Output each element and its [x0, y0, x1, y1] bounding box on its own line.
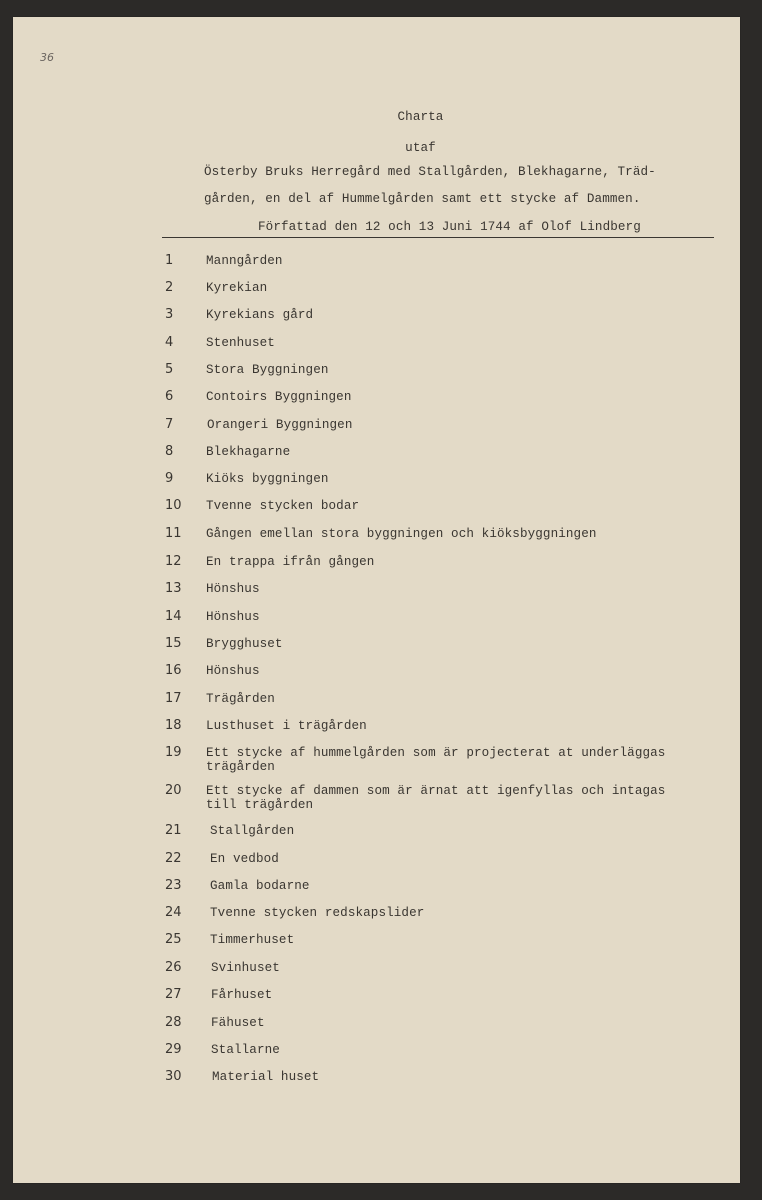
legend-item-number: 5	[165, 362, 174, 377]
legend-item-number: 10	[165, 498, 182, 513]
legend-item-number: 22	[165, 851, 182, 866]
legend-item-label: Brygghuset	[206, 637, 283, 651]
legend-item-label: Kyrekians gård	[206, 308, 314, 322]
legend-item-label: Stallgården	[210, 824, 295, 838]
legend-item-number: 18	[165, 718, 182, 733]
legend-item-label: Tvenne stycken redskapslider	[210, 906, 425, 920]
legend-item-number: 3	[165, 307, 174, 322]
legend-item-number: 9	[165, 471, 174, 486]
description-line-1: Österby Bruks Herregård med Stallgården, Blekhagarne, Träd-	[204, 165, 656, 179]
legend-item-label: Gamla bodarne	[210, 879, 310, 893]
legend-item-number: 6	[165, 389, 174, 404]
legend-item-number: 16	[165, 663, 182, 678]
legend-item-label: Hönshus	[206, 664, 260, 678]
legend-item-label: Ett stycke af hummelgården som är projecterat at underläggas trägården	[206, 746, 666, 774]
legend-item-label: Hönshus	[206, 610, 260, 624]
legend-item-label: Trägården	[206, 692, 275, 706]
document-page	[13, 17, 740, 1183]
legend-item-number: 28	[165, 1015, 182, 1030]
legend-item-number: 27	[165, 987, 182, 1002]
legend-item-label: Svinhuset	[211, 961, 280, 975]
legend-item-number: 8	[165, 444, 174, 459]
legend-item-number: 12	[165, 554, 182, 569]
legend-item-label: Timmerhuset	[210, 933, 295, 947]
legend-item-label: Stallarne	[211, 1043, 280, 1057]
legend-item-label: Hönshus	[206, 582, 260, 596]
legend-item-number: 2	[165, 280, 174, 295]
header-underline	[162, 237, 714, 239]
document-subtitle: utaf	[405, 141, 436, 155]
legend-item-number: 23	[165, 878, 182, 893]
legend-item-number: 4	[165, 335, 174, 350]
legend-item-number: 15	[165, 636, 182, 651]
legend-item-number: 11	[165, 526, 182, 541]
description-line-2: gården, en del af Hummelgården samt ett stycke af Dammen.	[204, 192, 641, 206]
page-number: 36	[40, 51, 54, 64]
legend-item-label: Ett stycke af dammen som är ärnat att igenfyllas och intagas till trägården	[206, 784, 666, 812]
legend-item-number: 7	[165, 417, 174, 432]
author-line: Författad den 12 och 13 Juni 1744 af Olof Lindberg	[258, 220, 641, 234]
legend-item-label: Orangeri Byggningen	[207, 418, 353, 432]
legend-item-number: 13	[165, 581, 182, 596]
legend-item-label: Fähuset	[211, 1016, 265, 1030]
legend-item-number: 25	[165, 932, 182, 947]
legend-item-number: 19	[165, 745, 182, 760]
legend-item-number: 29	[165, 1042, 182, 1057]
legend-item-label: Stora Byggningen	[206, 363, 329, 377]
legend-item-number: 17	[165, 691, 182, 706]
legend-item-label: Manngården	[206, 254, 283, 268]
legend-item-number: 30	[165, 1069, 182, 1084]
legend-item-number: 21	[165, 823, 182, 838]
legend-item-label: Lusthuset i trägården	[206, 719, 367, 733]
legend-item-label: Kyrekian	[206, 281, 268, 295]
legend-item-label: Fårhuset	[211, 988, 273, 1002]
legend-item-label: En trappa ifrån gången	[206, 555, 375, 569]
legend-item-label: Tvenne stycken bodar	[206, 499, 360, 513]
legend-item-number: 1	[165, 253, 174, 268]
legend-item-label: Stenhuset	[206, 336, 275, 350]
legend-item-number: 20	[165, 783, 182, 798]
legend-item-label: Blekhagarne	[206, 445, 291, 459]
legend-item-label: En vedbod	[210, 852, 279, 866]
legend-item-label: Kiöks byggningen	[206, 472, 329, 486]
legend-item-number: 14	[165, 609, 182, 624]
legend-item-number: 24	[165, 905, 182, 920]
legend-item-label: Gången emellan stora byggningen och kiöksbyggningen	[206, 527, 597, 541]
document-title: Charta	[397, 110, 444, 124]
legend-item-label: Material huset	[212, 1070, 320, 1084]
legend-item-label: Contoirs Byggningen	[206, 390, 352, 404]
legend-item-number: 26	[165, 960, 182, 975]
